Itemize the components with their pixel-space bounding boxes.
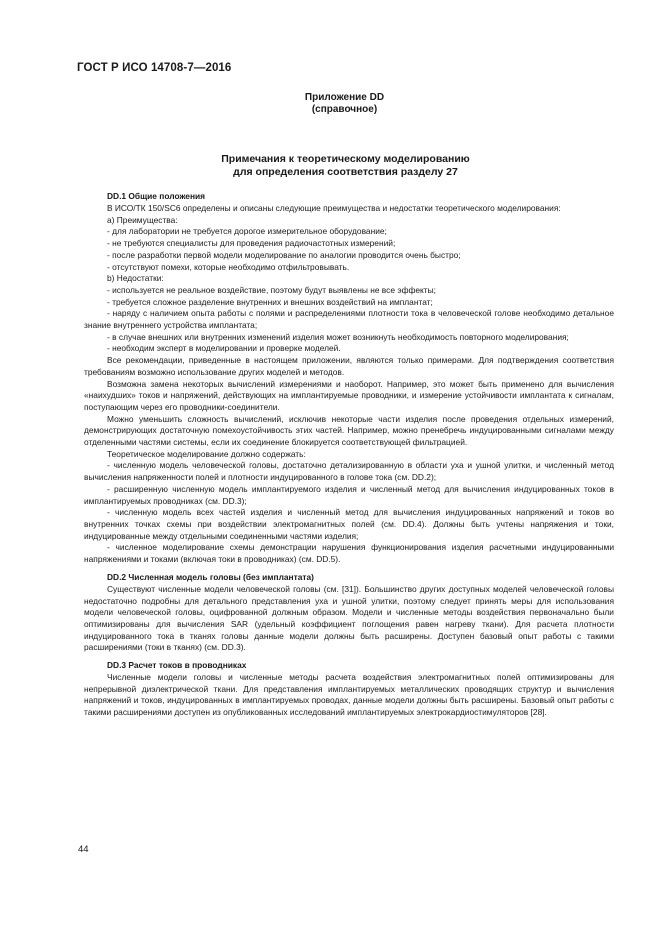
page-number: 44 xyxy=(78,844,89,855)
section-heading-dd1: DD.1 Общие положения xyxy=(107,191,206,201)
main-content xyxy=(84,189,614,719)
standard-designation: ГОСТ Р ИСО 14708-7—2016 xyxy=(77,62,232,74)
list-item: - для лаборатории не требуется дорогое измерительное оборудование; xyxy=(107,226,387,237)
list-item: - расширенную численную модель имплантируемого изделия и численный метод для вычисления индуцированных токов в имплантируемых проводниках (см. DD.3); xyxy=(84,483,614,506)
list-item: - численное моделирование схемы демонстрации нарушения функционирования изделия расчетными индуцированными напряжениями и токами (включая токи в проводниках) (см. DD.5). xyxy=(84,542,614,565)
section-heading-dd3: DD.3 Расчет токов в проводниках xyxy=(107,660,247,671)
list-item: - численную модель человеческой головы, достаточно детализированную в области уха и ушной улитки, и численный метод вычисления напряженности полей и плотности индуцированного в голове тока (см. DD.2); xyxy=(84,460,614,483)
title-line-2: для определения соответствия разделу 27 xyxy=(233,166,458,178)
list-item: - используется не реальное воздействие, поэтому будут выявлены не все эффекты; xyxy=(107,284,436,295)
list-label: b) Недостатки: xyxy=(107,273,164,284)
paragraph: Численные модели головы и численные методы расчета воздействия электромагнитных полей оптимизированы для непрерывной диэлектрической ткани. Для представления имплантируемых металлических проводящих структур и вычисления напряжений и токов, индуцированных в имплантируемых проводах, данные модели должны быть расширены. Базовый опыт работы с такими расширениями доступен из опубликованных исследований имплантируемых электрокардиостимуляторов [28]. xyxy=(84,672,614,718)
list-item: - отсутствуют помехи, которые необходимо отфильтровывать. xyxy=(107,261,350,272)
paragraph: Возможна замена некоторых вычислений измерениями и наоборот. Например, это может быть применено для вычисления «наихудших» токов и напряжений, действующих на имплантируемые проводники, и измерение устойчивости имплантата к сигналам, поступающим через его проводники-соединители. xyxy=(84,378,614,412)
paragraph: Существуют численные модели человеческой головы (см. [31]). Большинство других доступных моделей человеческой головы недостаточно подробны для детального представления уха и ушной улитки, поэтому следует принять меры для использования модели человеческой головы, оцифрованной должным образом. Модели и численные методы воздействия первоначально были оптимизированы для вычисления SAR (удельный коэффициент поглощения равен нагреву ткани). Для расчета плотности индуцированного тока в тканях головы данные модели должны быть расширены. Доступен базовый опыт работы с такими расширениями (токи в тканях) (см. DD.3). xyxy=(84,583,614,653)
section-heading-dd2: DD.2 Численная модель головы (без имплантата) xyxy=(107,571,314,582)
list-item: - в случае внешних или внутренних изменений изделия может возникнуть необходимость повторного моделирования; xyxy=(107,331,569,342)
paragraph: Теоретическое моделирование должно содержать: xyxy=(107,448,306,459)
appendix-heading xyxy=(0,92,661,116)
paragraph: Все рекомендации, приведенные в настоящем приложении, являются только примерами. Для подтверждения соответствия требованиям возможно использование других моделей и методов. xyxy=(84,355,614,377)
title-line-1: Примечания к теоретическому моделированию xyxy=(221,153,470,165)
paragraph: В ИСО/ТК 150/SC6 определены и описаны следующие преимущества и недостатки теоретического моделирования: xyxy=(107,203,561,213)
appendix-title: Приложение DD xyxy=(304,92,385,103)
list-item: - требуется сложное разделение внутренних и внешних воздействий на имплантат; xyxy=(107,296,433,307)
list-item: - наряду с наличием опыта работы с полями и распределениями плотности тока в человеческой голове необходимо детальное знание внутреннего устройства имплантата; xyxy=(84,308,614,331)
list-label: a) Преимущества: xyxy=(107,214,178,225)
list-item: - необходим эксперт в моделировании и проверке моделей. xyxy=(107,343,341,354)
list-item: - после разработки первой модели моделирование по аналогии проводится очень быстро; xyxy=(107,249,461,260)
list-item: - численную модель всех частей изделия и численный метод для вычисления индуцированных напряжений и токов во внутренних точках схемы при воздействии электромагнитных полей (см. DD.4). Должны быть учтены напряжения и токи, индуцированные между отдельными соединенными частями изделия; xyxy=(84,507,614,541)
appendix-subtitle: (справочное) xyxy=(311,104,378,115)
paragraph: Можно уменьшить сложность вычислений, исключив некоторые части изделия после проведения отдельных измерений, демонстрирующих достаточную помехоустойчивость этих частей. Например, можно пренебречь индуцированными сигналами между отделенными частями системы, если их соединение блокируется соответствующей фильтрацией. xyxy=(84,413,614,448)
list-item: - не требуются специалисты для проведения радиочастотных измерений; xyxy=(107,238,396,249)
document-title xyxy=(0,153,661,179)
